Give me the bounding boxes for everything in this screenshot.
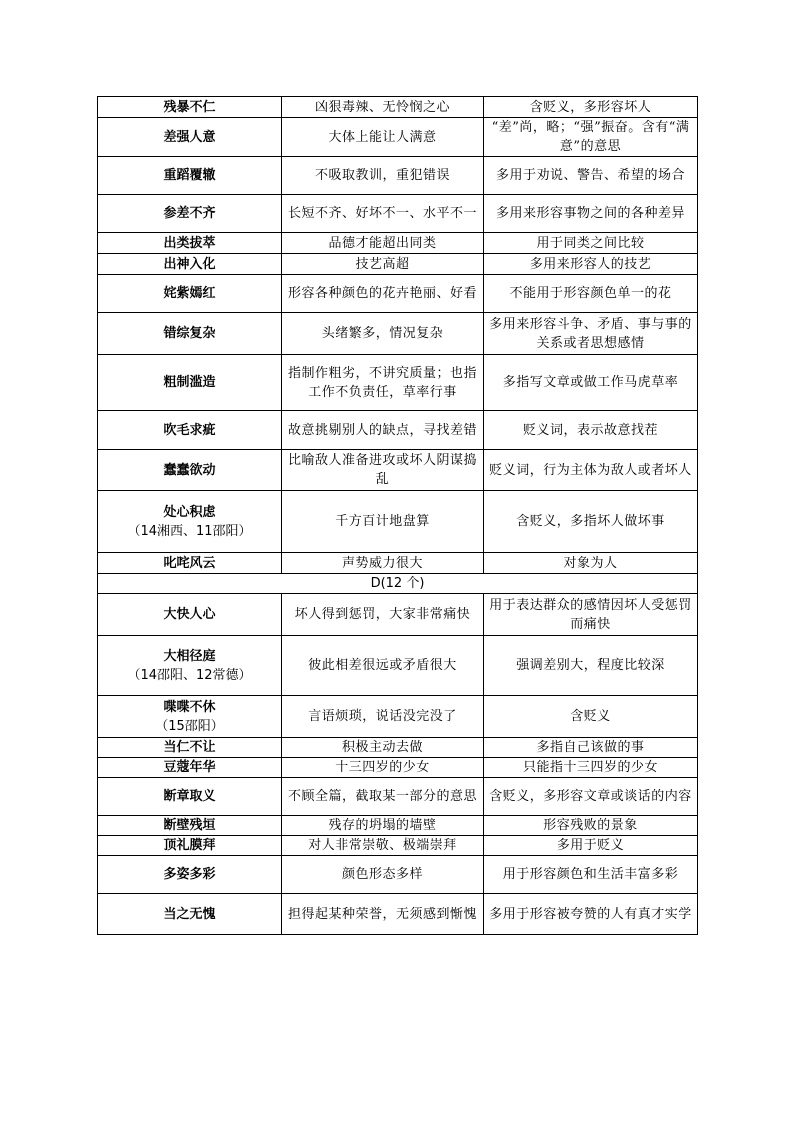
meaning-cell: 指制作粗劣，不讲究质量；也指工作不负责任，草率行事	[282, 355, 484, 411]
meaning-cell: 形容各种颜色的花卉艳丽、好看	[282, 275, 484, 313]
usage-cell: 用于形容颜色和生活丰富多彩	[484, 856, 698, 894]
table-row	[98, 254, 698, 275]
table-row	[98, 233, 698, 254]
usage-cell: 含贬义，多指坏人做坏事	[484, 491, 698, 553]
meaning-cell: 长短不齐、好坏不一、水平不一	[282, 195, 484, 233]
idiom-cell	[98, 313, 282, 355]
table-row	[98, 313, 698, 355]
table-row	[98, 157, 698, 195]
idiom-word: 豆蔻年华	[163, 760, 216, 775]
table-row	[98, 355, 698, 411]
idiom-cell	[98, 118, 282, 157]
idiom-cell	[98, 738, 282, 758]
table-row	[98, 491, 698, 553]
meaning-cell: 十三四岁的少女	[282, 758, 484, 778]
usage-cell: 多指自己该做的事	[484, 738, 698, 758]
table-row	[98, 758, 698, 778]
idiom-word: 错综复杂	[163, 326, 216, 341]
idiom-word: 重蹈覆辙	[163, 168, 216, 183]
idiom-cell	[98, 233, 282, 254]
usage-cell: 含贬义，多形容文章或谈话的内容	[484, 778, 698, 816]
usage-cell: 含贬义，多形容坏人	[484, 97, 698, 118]
table-row	[98, 553, 698, 574]
meaning-cell: 比喻敌人准备进攻或坏人阴谋捣乱	[282, 450, 484, 491]
table-row	[98, 894, 698, 935]
idiom-cell	[98, 491, 282, 553]
usage-cell: 不能用于形容颜色单一的花	[484, 275, 698, 313]
idiom-word: 出类拔萃	[163, 235, 216, 251]
meaning-cell: 对人非常崇敬、极端崇拜	[282, 836, 484, 856]
usage-cell: 用于表达群众的感情因坏人受惩罚而痛快	[484, 594, 698, 636]
table-row	[98, 636, 698, 696]
usage-cell: 对象为人	[484, 553, 698, 574]
usage-cell: 多用来形容斗争、矛盾、事与事的关系或者思想感情	[484, 313, 698, 355]
idiom-word: 大相径庭	[163, 648, 216, 664]
table-row	[98, 778, 698, 816]
idiom-word: 粗制滥造	[163, 375, 216, 390]
meaning-cell: 大体上能让人满意	[282, 118, 484, 157]
idiom-cell	[98, 758, 282, 778]
idiom-word: 顶礼膜拜	[163, 838, 216, 853]
idiom-word: 残暴不仁	[163, 99, 216, 115]
usage-cell: 多指写文章或做工作马虎草率	[484, 355, 698, 411]
idiom-cell	[98, 856, 282, 894]
meaning-cell: 千方百计地盘算	[282, 491, 484, 553]
table-row	[98, 696, 698, 738]
table-row	[98, 836, 698, 856]
table-row	[98, 411, 698, 450]
usage-cell: 贬义词，表示故意找茬	[484, 411, 698, 450]
table-row	[98, 856, 698, 894]
table-row	[98, 118, 698, 157]
usage-cell: 多用于形容被夸赞的人有真才实学	[484, 894, 698, 935]
idiom-word: 蠢蠢欲动	[163, 462, 216, 478]
idiom-word: 差强人意	[163, 129, 216, 145]
meaning-cell: 声势威力很大	[282, 553, 484, 574]
section-header-group	[98, 574, 698, 594]
idiom-word: 出神入化	[163, 256, 216, 272]
meaning-cell: 积极主动去做	[282, 738, 484, 758]
meaning-cell: 不顾全篇，截取某一部分的意思	[282, 778, 484, 816]
idiom-cell	[98, 636, 282, 696]
table-row	[98, 195, 698, 233]
idiom-cell	[98, 553, 282, 574]
table-row	[98, 275, 698, 313]
idiom-cell	[98, 816, 282, 836]
idiom-table-body-bottom	[98, 594, 698, 935]
idiom-word: 姹紫嫣红	[163, 286, 216, 301]
usage-cell: 多用来形容事物之间的各种差异	[484, 195, 698, 233]
idiom-cell	[98, 97, 282, 118]
meaning-cell: 彼此相差很远或矛盾很大	[282, 636, 484, 696]
table-row	[98, 450, 698, 491]
idiom-cell	[98, 411, 282, 450]
usage-cell: 贬义词，行为主体为敌人或者坏人	[484, 450, 698, 491]
usage-cell: 形容残败的景象	[484, 816, 698, 836]
idiom-word: 参差不齐	[163, 206, 216, 221]
meaning-cell: 故意挑剔别人的缺点，寻找差错	[282, 411, 484, 450]
table-row	[98, 738, 698, 758]
idiom-cell	[98, 594, 282, 636]
idiom-word: 吹毛求疵	[163, 422, 216, 438]
idiom-word: 大快人心	[163, 607, 216, 622]
idiom-word: 多姿多彩	[163, 867, 216, 882]
idiom-cell	[98, 254, 282, 275]
idiom-cell	[98, 195, 282, 233]
section-header-row	[98, 574, 698, 594]
idiom-cell	[98, 696, 282, 738]
section-header-d: D(12 个)	[98, 574, 698, 594]
idiom-cell	[98, 157, 282, 195]
idiom-word: 处心积虑	[163, 504, 216, 520]
idiom-table-body-top	[98, 97, 698, 574]
usage-cell: 含贬义	[484, 696, 698, 738]
idiom-word: 当仁不让	[163, 740, 216, 755]
idiom-exam-note: （15邵阳）	[155, 718, 224, 734]
idiom-word: 断章取义	[163, 789, 216, 804]
idiom-table	[97, 96, 698, 935]
meaning-cell: 颜色形态多样	[282, 856, 484, 894]
meaning-cell: 残存的坍塌的墙壁	[282, 816, 484, 836]
idiom-cell	[98, 355, 282, 411]
meaning-cell: 担得起某种荣誉，无须感到惭愧	[282, 894, 484, 935]
idiom-word: 当之无愧	[163, 906, 216, 922]
meaning-cell: 凶狠毒辣、无怜悯之心	[282, 97, 484, 118]
idiom-word: 断壁残垣	[163, 818, 216, 833]
usage-cell: “差”尚，略；“强”振奋。含有“满意”的意思	[484, 118, 698, 157]
idiom-cell	[98, 894, 282, 935]
meaning-cell: 坏人得到惩罚，大家非常痛快	[282, 594, 484, 636]
meaning-cell: 言语烦琐，说话没完没了	[282, 696, 484, 738]
usage-cell: 多用于贬义	[484, 836, 698, 856]
table-row	[98, 816, 698, 836]
meaning-cell: 头绪繁多，情况复杂	[282, 313, 484, 355]
usage-cell: 强调差别大，程度比较深	[484, 636, 698, 696]
idiom-word: 叱咤风云	[163, 555, 216, 571]
usage-cell: 用于同类之间比较	[484, 233, 698, 254]
idiom-cell	[98, 275, 282, 313]
meaning-cell: 品德才能超出同类	[282, 233, 484, 254]
usage-cell: 只能指十三四岁的少女	[484, 758, 698, 778]
idiom-word: 喋喋不休	[163, 699, 216, 715]
table-row	[98, 594, 698, 636]
meaning-cell: 不吸取教训，重犯错误	[282, 157, 484, 195]
idiom-cell	[98, 836, 282, 856]
idiom-cell	[98, 450, 282, 491]
usage-cell: 多用来形容人的技艺	[484, 254, 698, 275]
usage-cell: 多用于劝说、警告、希望的场合	[484, 157, 698, 195]
idiom-cell	[98, 778, 282, 816]
table-row	[98, 97, 698, 118]
idiom-exam-note: （14湘西、11邵阳）	[127, 523, 252, 539]
meaning-cell: 技艺高超	[282, 254, 484, 275]
idiom-exam-note: （14邵阳、12常德）	[127, 667, 252, 683]
